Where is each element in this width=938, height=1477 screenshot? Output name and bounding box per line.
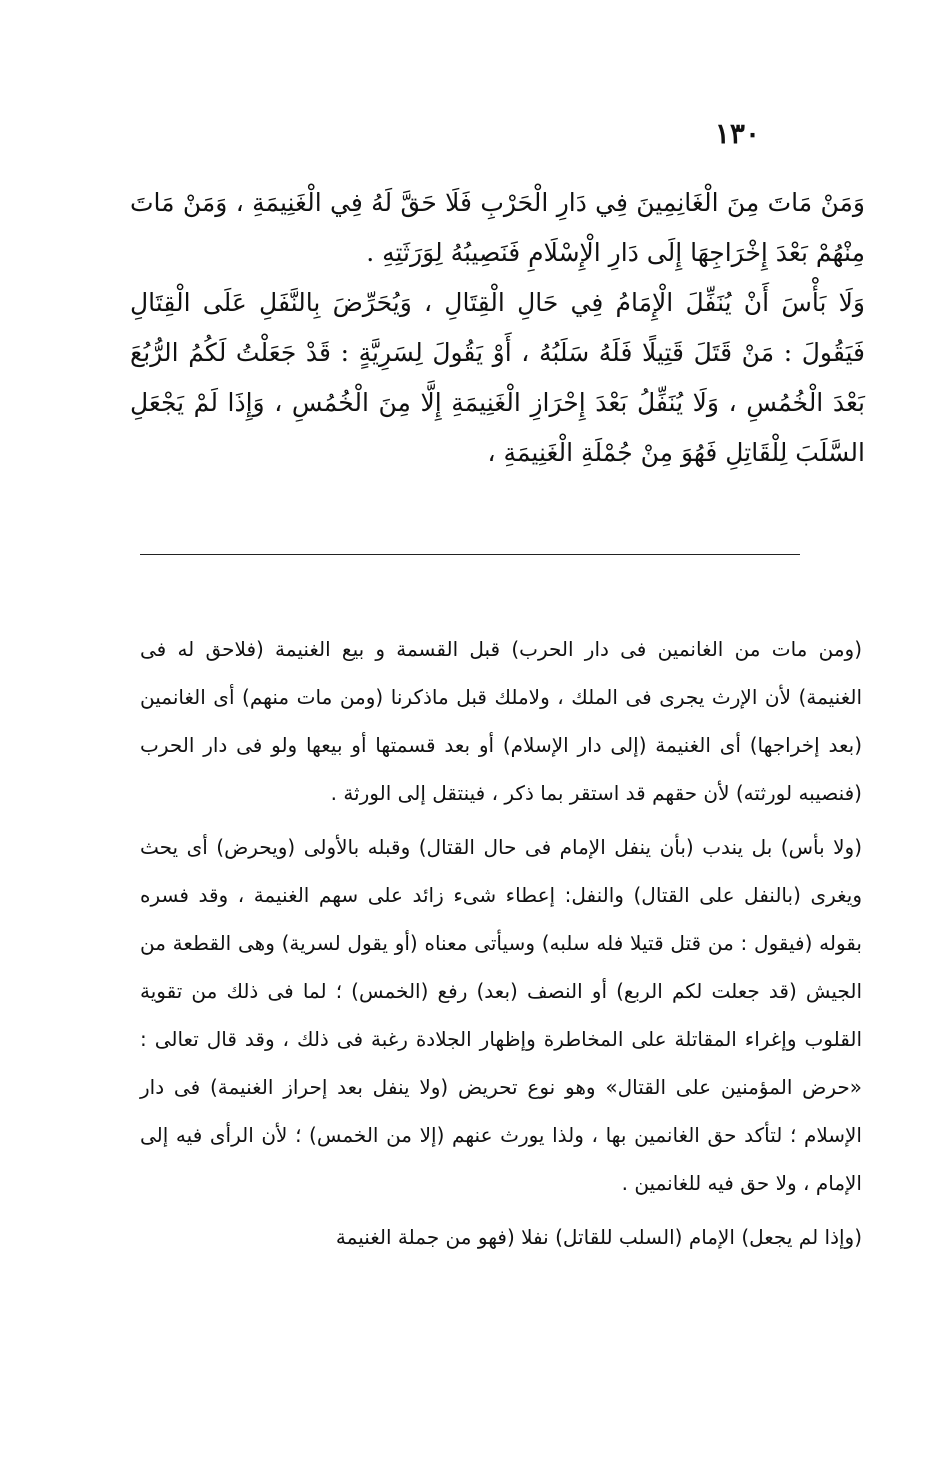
main-text-paragraph: وَمَنْ مَاتَ مِنَ الْغَانِمِينَ فِي دَارِ الْحَرْبِ فَلَا حَقَّ لَهُ فِي الْغَنِيمَةِ ، وَمَنْ مَاتَ مِنْهُمْ بَعْدَ إِخْرَاجِهَا إِلَى دَارِ الْإِسْلَامِ فَنَصِيبُهُ لِوَرَثَتِهِ . bbox=[130, 188, 865, 267]
commentary-paragraph: (ولا بأس) بل يندب (بأن ينفل الإمام فى حال القتال) وقبله بالأولى (ويحرض) أى يحث ويغرى (بالنفل على القتال) والنفل: إعطاء شىء زائد على سهم الغنيمة ، وقد فسره بقوله (فيقول : من قتل قتيلا فله سلبه) وسيأتى معناه (أو يقول لسرية) وهى القطعة من الجيش (قد جعلت لكم الربع) أو النصف (بعد) رفع (الخمس) ؛ لما فى ذلك من تقوية القلوب وإغراء المقاتلة على المخاطرة وإظهار الجلادة رغبة فى ذلك ، وقد قال تعالى : «حرض المؤمنين على القتال» وهو نوع تحريض (ولا ينفل بعد إحراز الغنيمة) فى دار الإسلام ؛ لتأكد حق الغانمين بها ، ولذا يورث عنهم (إلا من الخمس) ؛ لأن الرأى فيه إلى الإمام ، ولا حق فيه للغانمين . bbox=[140, 835, 862, 1195]
commentary-paragraph: (وإذا لم يجعل) الإمام (السلب للقاتل) نفلا (فهو من جملة الغنيمة bbox=[335, 1225, 862, 1249]
main-text-paragraph: وَلَا بَأْسَ أَنْ يُنَفِّلَ الْإِمَامُ فِي حَالِ الْقِتَالِ ، وَيُحَرِّضَ بِالنَّفَلِ عَلَى الْقِتَالِ فَيَقُولَ : مَنْ قَتَلَ قَتِيلًا فَلَهُ سَلَبُهُ ، أَوْ يَقُولَ لِسَرِيَّةٍ : قَدْ جَعَلْتُ لَكُمُ الرُّبُعَ بَعْدَ الْخُمُسِ ، وَلَا يُنَفِّلُ بَعْدَ إِحْرَازِ الْغَنِيمَةِ إِلَّا مِنَ الْخُمُسِ ، وَإِذَا لَمْ يَجْعَلِ السَّلَبَ لِلْقَاتِلِ فَهُوَ مِنْ جُمْلَةِ الْغَنِيمَةِ ، bbox=[130, 288, 865, 467]
commentary-block bbox=[140, 625, 862, 1267]
commentary-paragraph: (ومن مات من الغانمين فى دار الحرب) قبل القسمة و بيع الغنيمة (فلاحق له فى الغنيمة) لأن الإرث يجرى فى الملك ، ولاملك قبل ماذكرنا (ومن مات منهم) أى الغانمين (بعد إخراجها) أى الغنيمة (إلى دار الإسلام) أو بعد قسمتها أو بيعها ولو فى دار الحرب (فنصيبه لورثته) لأن حقهم قد استقر بما ذكر ، فينتقل إلى الورثة . bbox=[140, 637, 862, 805]
separator-line bbox=[140, 554, 800, 555]
page-number: ١٣٠ bbox=[714, 117, 760, 150]
main-text-block bbox=[130, 178, 865, 478]
